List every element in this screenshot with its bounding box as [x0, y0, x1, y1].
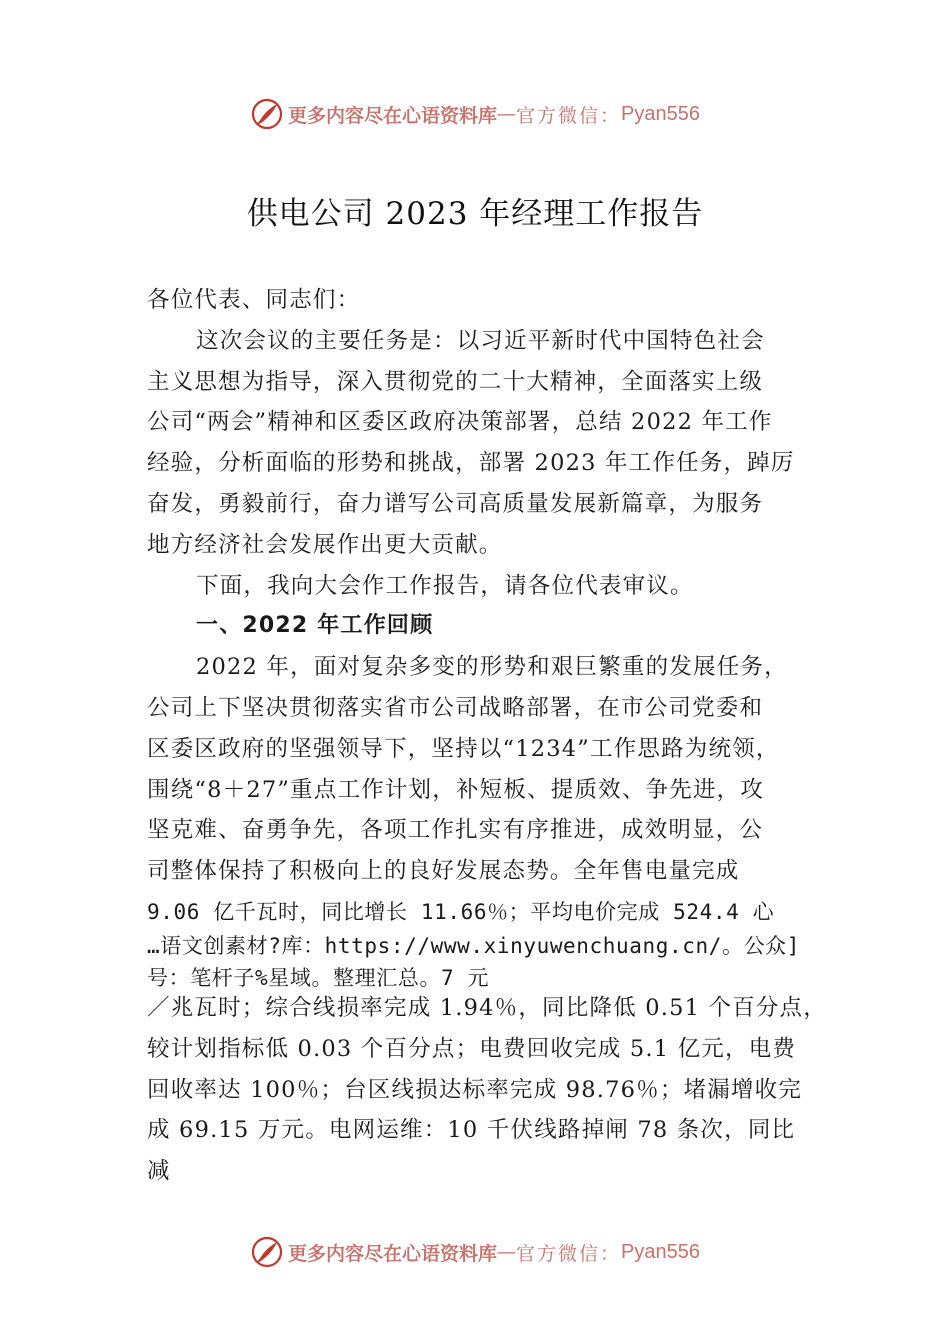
- body-line: 减: [147, 1158, 171, 1185]
- body-line: 公司上下坚决贯彻落实省市公司战略部署，在市公司党委和: [147, 694, 764, 721]
- header-banner: [0, 94, 950, 134]
- salutation: 各位代表、同志们：: [147, 287, 361, 313]
- quill-logo-icon: [250, 1235, 284, 1269]
- banner-label: 官方微信：: [516, 1242, 622, 1265]
- body-line: 较计划指标低 0.03 个百分点；电费回收完成 5.1 亿元，电费: [147, 1035, 797, 1062]
- body-line: ／兆瓦时；综合线损率完成 1.94％，同比降低 0.51 个百分点，: [147, 995, 827, 1021]
- body-line: 主义思想为指导，深入贯彻党的二十大精神，全面落实上级: [147, 368, 764, 395]
- body-line: 经验，分析面临的形势和挑战，部署 2023 年工作任务，踔厉: [147, 450, 795, 477]
- banner-main-text: 更多内容尽在心语资料库: [288, 1242, 498, 1265]
- banner-wechat-id: Pyan556: [621, 102, 700, 125]
- banner-label: 官方微信：: [516, 104, 622, 127]
- body-line: 围绕“8＋27”重点工作计划，补短板、提质效、争先进，攻: [147, 776, 765, 803]
- body-line: 下面，我向大会作工作报告，请各位代表审议。: [196, 572, 694, 599]
- banner-separator: —: [497, 1241, 517, 1263]
- banner-separator: —: [497, 103, 517, 125]
- document-title: 供电公司 2023 年经理工作报告: [246, 196, 704, 232]
- body-line: 公司“两会”精神和区委区政府决策部署，总结 2022 年工作: [147, 409, 773, 436]
- body-line: 坚克难、奋勇争先，各项工作扎实有序推进，成效明显，公: [147, 817, 764, 844]
- watermark-line: …语文创素材?库：https://www.xinyuwenchuang.cn/。公众]: [147, 933, 801, 958]
- body-line: 司整体保持了积极向上的良好发展态势。全年售电量完成: [147, 858, 740, 885]
- banner-main-text: 更多内容尽在心语资料库: [288, 104, 498, 127]
- document-body-part-1: [147, 280, 837, 996]
- watermark-line: 号：笔杆子%星域。整理汇总。7 元: [147, 965, 490, 990]
- body-line: 奋发，勇毅前行，奋力谱写公司高质量发展新篇章，为服务: [147, 490, 764, 517]
- section-heading: 一、2022 年工作回顾: [196, 613, 434, 639]
- banner-wechat-id: Pyan556: [621, 1240, 700, 1263]
- body-line: 2022 年，面对复杂多变的形势和艰巨繁重的发展任务，: [196, 654, 788, 681]
- quill-logo-icon: [250, 97, 284, 131]
- body-line: 9.06 亿千瓦时，同比增长 11.66％；平均电价完成 524.4 心: [147, 899, 775, 924]
- document-body-part-2: [147, 988, 837, 1192]
- body-line: 区委区政府的坚强领导下，坚持以“1234”工作思路为统领，: [147, 735, 780, 762]
- body-line: 成 69.15 万元。电网运维：10 千伏线路掉闸 78 条次，同比: [147, 1117, 796, 1144]
- footer-banner: [0, 1232, 950, 1272]
- body-line: 回收率达 100％；台区线损达标率完成 98.76％；堵漏增收完: [147, 1076, 803, 1103]
- body-line: 地方经济社会发展作出更大贡献。: [147, 531, 503, 558]
- body-line: 这次会议的主要任务是：以习近平新时代中国特色社会: [196, 327, 765, 354]
